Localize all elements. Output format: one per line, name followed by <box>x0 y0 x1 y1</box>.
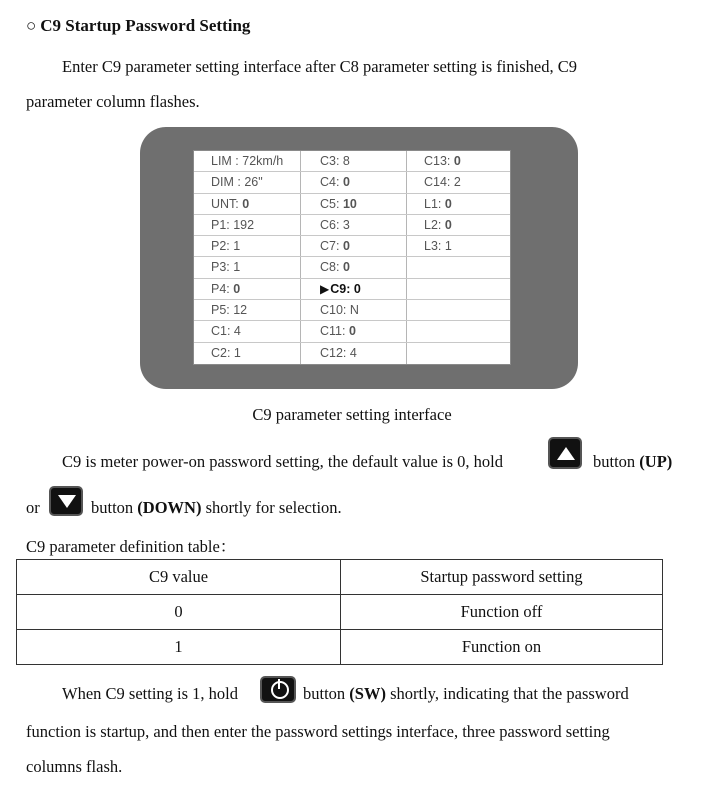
lcd-cell <box>194 257 300 278</box>
lcd-cell-value: 0 <box>453 154 461 168</box>
lcd-cell <box>194 194 300 215</box>
lcd-cell <box>194 343 300 364</box>
para2-button-word: button <box>593 452 636 471</box>
lcd-column-1 <box>194 151 301 364</box>
table-title: C9 parameter definition table： <box>26 537 237 556</box>
lcd-cell-label: LIM : 72km/h <box>211 154 284 168</box>
lcd-cell-label: C8: <box>320 260 343 275</box>
lcd-cell <box>406 151 510 172</box>
para3-text-3: shortly, indicating that the password <box>390 684 629 703</box>
para3-line-3: columns flash. <box>26 757 123 776</box>
lcd-cell <box>194 300 300 321</box>
lcd-cell-label: P3: 1 <box>211 260 241 275</box>
lcd-cell-label: C3: 8 <box>320 154 350 168</box>
lcd-cell <box>194 279 300 300</box>
lcd-cell <box>300 215 406 236</box>
lcd-cell <box>300 279 406 300</box>
table-cell: 1 <box>17 630 341 665</box>
up-arrow-button-icon <box>548 437 582 469</box>
lcd-cell-label: UNT: <box>211 196 243 211</box>
lcd-cell-label: C12: 4 <box>320 345 357 360</box>
lcd-cell <box>406 279 510 300</box>
lcd-cell-value: 0 <box>342 175 350 190</box>
para2-text-4: shortly for selection. <box>205 498 342 517</box>
definition-table <box>16 559 663 665</box>
lcd-cell-value: 0 <box>444 217 452 232</box>
sw-label: (SW) <box>349 684 386 703</box>
selection-arrow-icon: ▶ <box>320 281 330 296</box>
lcd-cell <box>300 172 406 193</box>
lcd-cell-label: C6: 3 <box>320 217 350 232</box>
lcd-cell <box>194 321 300 342</box>
para2-button-word-2: button <box>91 498 134 517</box>
lcd-cell-label: C1: 4 <box>211 324 241 339</box>
para3-line-2: function is startup, and then enter the password settings interface, three password setting <box>26 722 610 741</box>
figure-caption: C9 parameter setting interface <box>252 405 452 424</box>
lcd-cell-label: C7: <box>320 239 343 254</box>
lcd-column-3 <box>406 151 510 364</box>
section-title: C9 Startup Password Setting <box>40 16 251 35</box>
lcd-cell <box>406 194 510 215</box>
lcd-cell-value: 0 <box>342 260 350 275</box>
table-row <box>17 630 663 665</box>
lcd-cell-label: L3: 1 <box>424 239 452 254</box>
lcd-cell <box>194 215 300 236</box>
section-heading <box>26 16 250 36</box>
lcd-cell-value: 0 <box>444 196 452 211</box>
lcd-cell-label: C10: N <box>320 303 359 318</box>
lcd-cell <box>406 257 510 278</box>
lcd-cell-label: P5: 12 <box>211 303 248 318</box>
intro-line-1: Enter C9 parameter setting interface after C8 parameter setting is finished, C9 <box>62 57 577 76</box>
lcd-cell-label: C14: 2 <box>424 175 461 190</box>
lcd-cell <box>406 215 510 236</box>
para3-line-1-rest <box>303 684 629 704</box>
lcd-column-2 <box>300 151 407 364</box>
intro-line-2: parameter column flashes. <box>26 92 200 111</box>
lcd-cell <box>300 151 406 172</box>
lcd-cell-label: C5: <box>320 196 343 211</box>
lcd-cell <box>194 236 300 257</box>
table-cell: Function on <box>341 630 663 665</box>
lcd-cell-label: C11: <box>320 324 349 339</box>
bullet-circle: ○ <box>26 16 37 35</box>
para2-up-label <box>593 452 672 472</box>
lcd-cell-label: C9: <box>330 281 354 296</box>
lcd-cell <box>406 172 510 193</box>
table-cell: Function off <box>341 595 663 630</box>
lcd-cell-label: L1: <box>424 196 445 211</box>
para3-button-word: button <box>303 684 346 703</box>
para2-or: or <box>26 498 40 517</box>
lcd-cell-value: 0 <box>342 239 350 254</box>
power-button-icon <box>260 676 296 703</box>
down-label: (DOWN) <box>137 498 202 517</box>
lcd-cell-label: P4: <box>211 281 234 296</box>
table-header-setting: Startup password setting <box>341 560 663 595</box>
lcd-cell-label: DIM : 26" <box>211 175 263 190</box>
lcd-cell-label: C4: <box>320 175 343 190</box>
table-row <box>17 595 663 630</box>
lcd-cell-label: P1: 192 <box>211 217 255 232</box>
lcd-cell-value: 0 <box>353 281 361 296</box>
lcd-cell-value: 10 <box>342 196 357 211</box>
lcd-cell <box>406 300 510 321</box>
table-header-c9-value: C9 value <box>17 560 341 595</box>
lcd-cell <box>300 194 406 215</box>
lcd-cell <box>194 151 300 172</box>
lcd-cell <box>300 321 406 342</box>
lcd-screen <box>193 150 511 365</box>
lcd-cell <box>406 321 510 342</box>
lcd-cell-value: 0 <box>233 281 241 296</box>
lcd-cell <box>406 343 510 364</box>
para2-line-2 <box>91 498 342 518</box>
lcd-cell-value: 0 <box>242 196 250 211</box>
lcd-cell-label: C13: <box>424 154 454 168</box>
table-header-row <box>17 560 663 595</box>
up-label: (UP) <box>639 452 673 471</box>
lcd-cell-label: P2: 1 <box>211 239 241 254</box>
lcd-cell <box>300 236 406 257</box>
table-cell: 0 <box>17 595 341 630</box>
lcd-cell-label: L2: <box>424 217 445 232</box>
para2-text-1: C9 is meter power-on password setting, the default value is 0, hold <box>62 452 503 471</box>
lcd-cell <box>300 343 406 364</box>
lcd-cell <box>194 172 300 193</box>
lcd-cell <box>406 236 510 257</box>
lcd-cell <box>300 300 406 321</box>
lcd-cell-value: 0 <box>348 324 356 339</box>
para3-text-1: When C9 setting is 1, hold <box>62 684 238 703</box>
lcd-cell <box>300 257 406 278</box>
down-arrow-button-icon <box>49 486 83 516</box>
lcd-cell-label: C2: 1 <box>211 345 241 360</box>
